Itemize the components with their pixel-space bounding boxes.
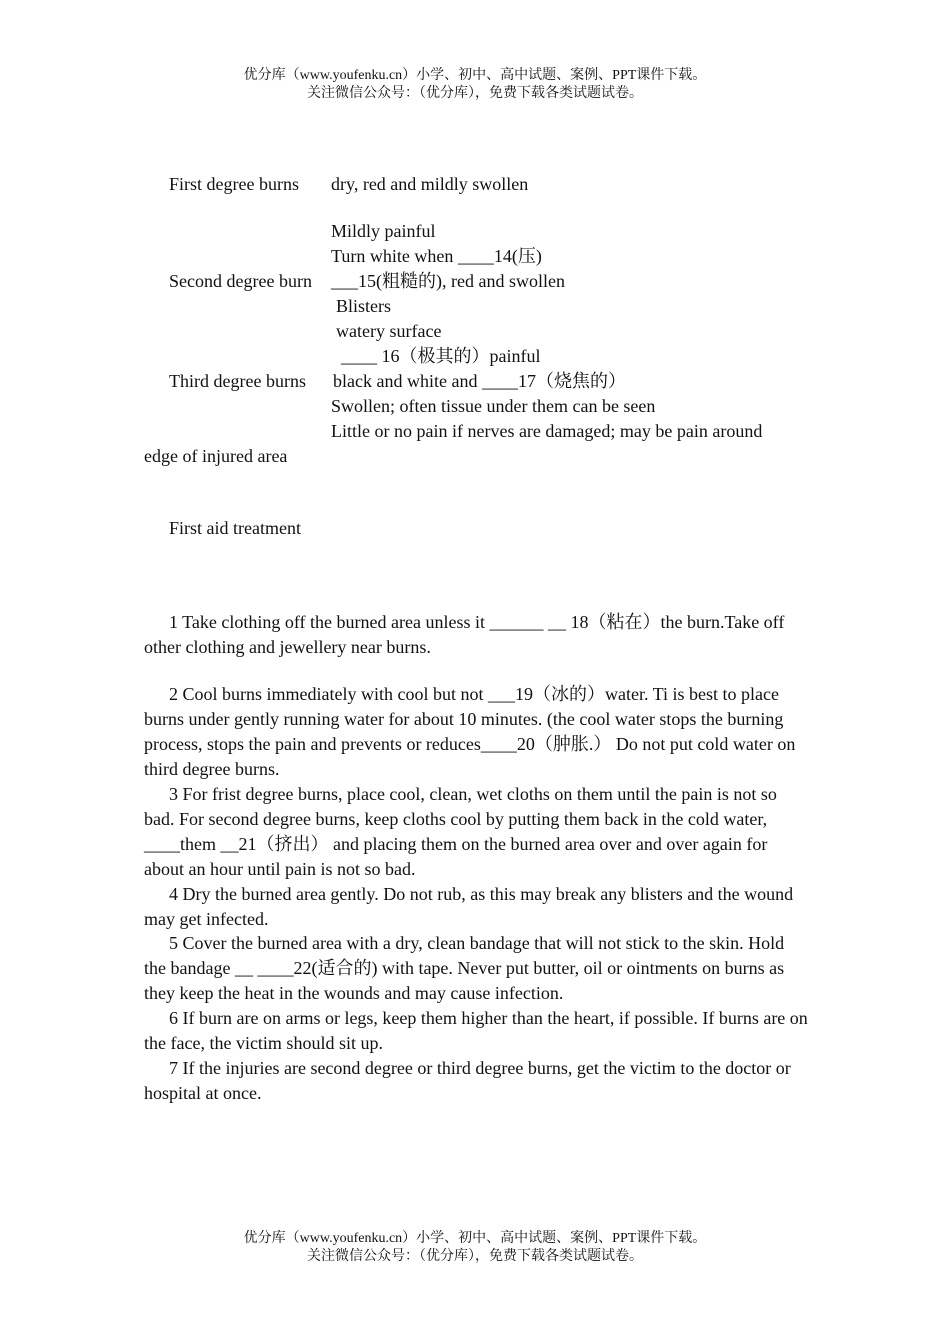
- second-degree-blisters: Blisters: [336, 296, 392, 316]
- footer-line-2: 关注微信公众号：（优分库），免费下载各类试题试卷。: [307, 1249, 643, 1264]
- first-aid-item-7: 7 If the injuries are second degree or third degree burns, get the victim to the doctor or hospital at once.: [144, 1058, 791, 1103]
- first-aid-item-2: 2 Cool burns immediately with cool but not ___19（冰的）water. Ti is best to place burns under gently running water for about 10 minutes. (the cool water stops the burning process, stops the pain and prevents or reduces____20（肿胀.） Do not put cold water on third degree burns.: [144, 684, 796, 779]
- third-degree-swollen: Swollen; often tissue under them can be seen: [331, 396, 656, 416]
- first-aid-item-5: 5 Cover the burned area with a dry, clean bandage that will not stick to the skin. Hold the bandage __ ____22(适合的) with tape. Never put butter, oil or ointments on burns as they keep the heat in the wounds and may cause infection.: [144, 933, 785, 1003]
- footer-line-1: 优分库（www.youfenku.cn）小学、初中、高中试题、案例、PPT课件下载。: [243, 1231, 707, 1246]
- first-aid-item-3: 3 For frist degree burns, place cool, clean, wet cloths on them until the pain is not so bad. For second degree burns, keep cloths cool by putting them back in the cold water, ____them __21（挤出） and placing them on the burned area over and over again for about an hour until pain is not so bad.: [144, 784, 777, 879]
- header-line-1: 优分库（www.youfenku.cn）小学、初中、高中试题、案例、PPT课件下载。: [243, 68, 707, 83]
- second-degree-pain: ____ 16（极其的）painful: [341, 346, 541, 366]
- second-degree-label: Second degree burn: [169, 271, 312, 291]
- first-degree-pain: Mildly painful: [331, 221, 436, 241]
- page-footer: [0, 1230, 950, 1266]
- second-degree-surface: watery surface: [336, 321, 442, 341]
- first-aid-item-1: 1 Take clothing off the burned area unless it ______ __ 18（粘在）the burn.Take off other clothing and jewellery near burns.: [144, 612, 785, 657]
- first-aid-item-6: 6 If burn are on arms or legs, keep them higher than the heart, if possible. If burns are on the face, the victim should sit up.: [144, 1008, 808, 1053]
- first-aid-heading: First aid treatment: [169, 518, 301, 538]
- first-degree-white: Turn white when ____14(压): [331, 246, 542, 266]
- header-line-2: 关注微信公众号：（优分库），免费下载各类试题试卷。: [307, 86, 643, 101]
- page-header: [0, 67, 950, 103]
- third-degree-pain-a: Little or no pain if nerves are damaged; may be pain around: [331, 421, 763, 441]
- third-degree-label: Third degree burns: [169, 371, 306, 391]
- third-degree-desc: black and white and ____17（烧焦的）: [333, 371, 626, 391]
- third-degree-pain-b: edge of injured area: [144, 446, 288, 466]
- first-degree-label: First degree burns: [169, 174, 299, 194]
- second-degree-desc: ___15(粗糙的), red and swollen: [331, 271, 565, 291]
- first-degree-desc: dry, red and mildly swollen: [331, 174, 529, 194]
- first-aid-item-4: 4 Dry the burned area gently. Do not rub, as this may break any blisters and the wound may get infected.: [144, 884, 794, 929]
